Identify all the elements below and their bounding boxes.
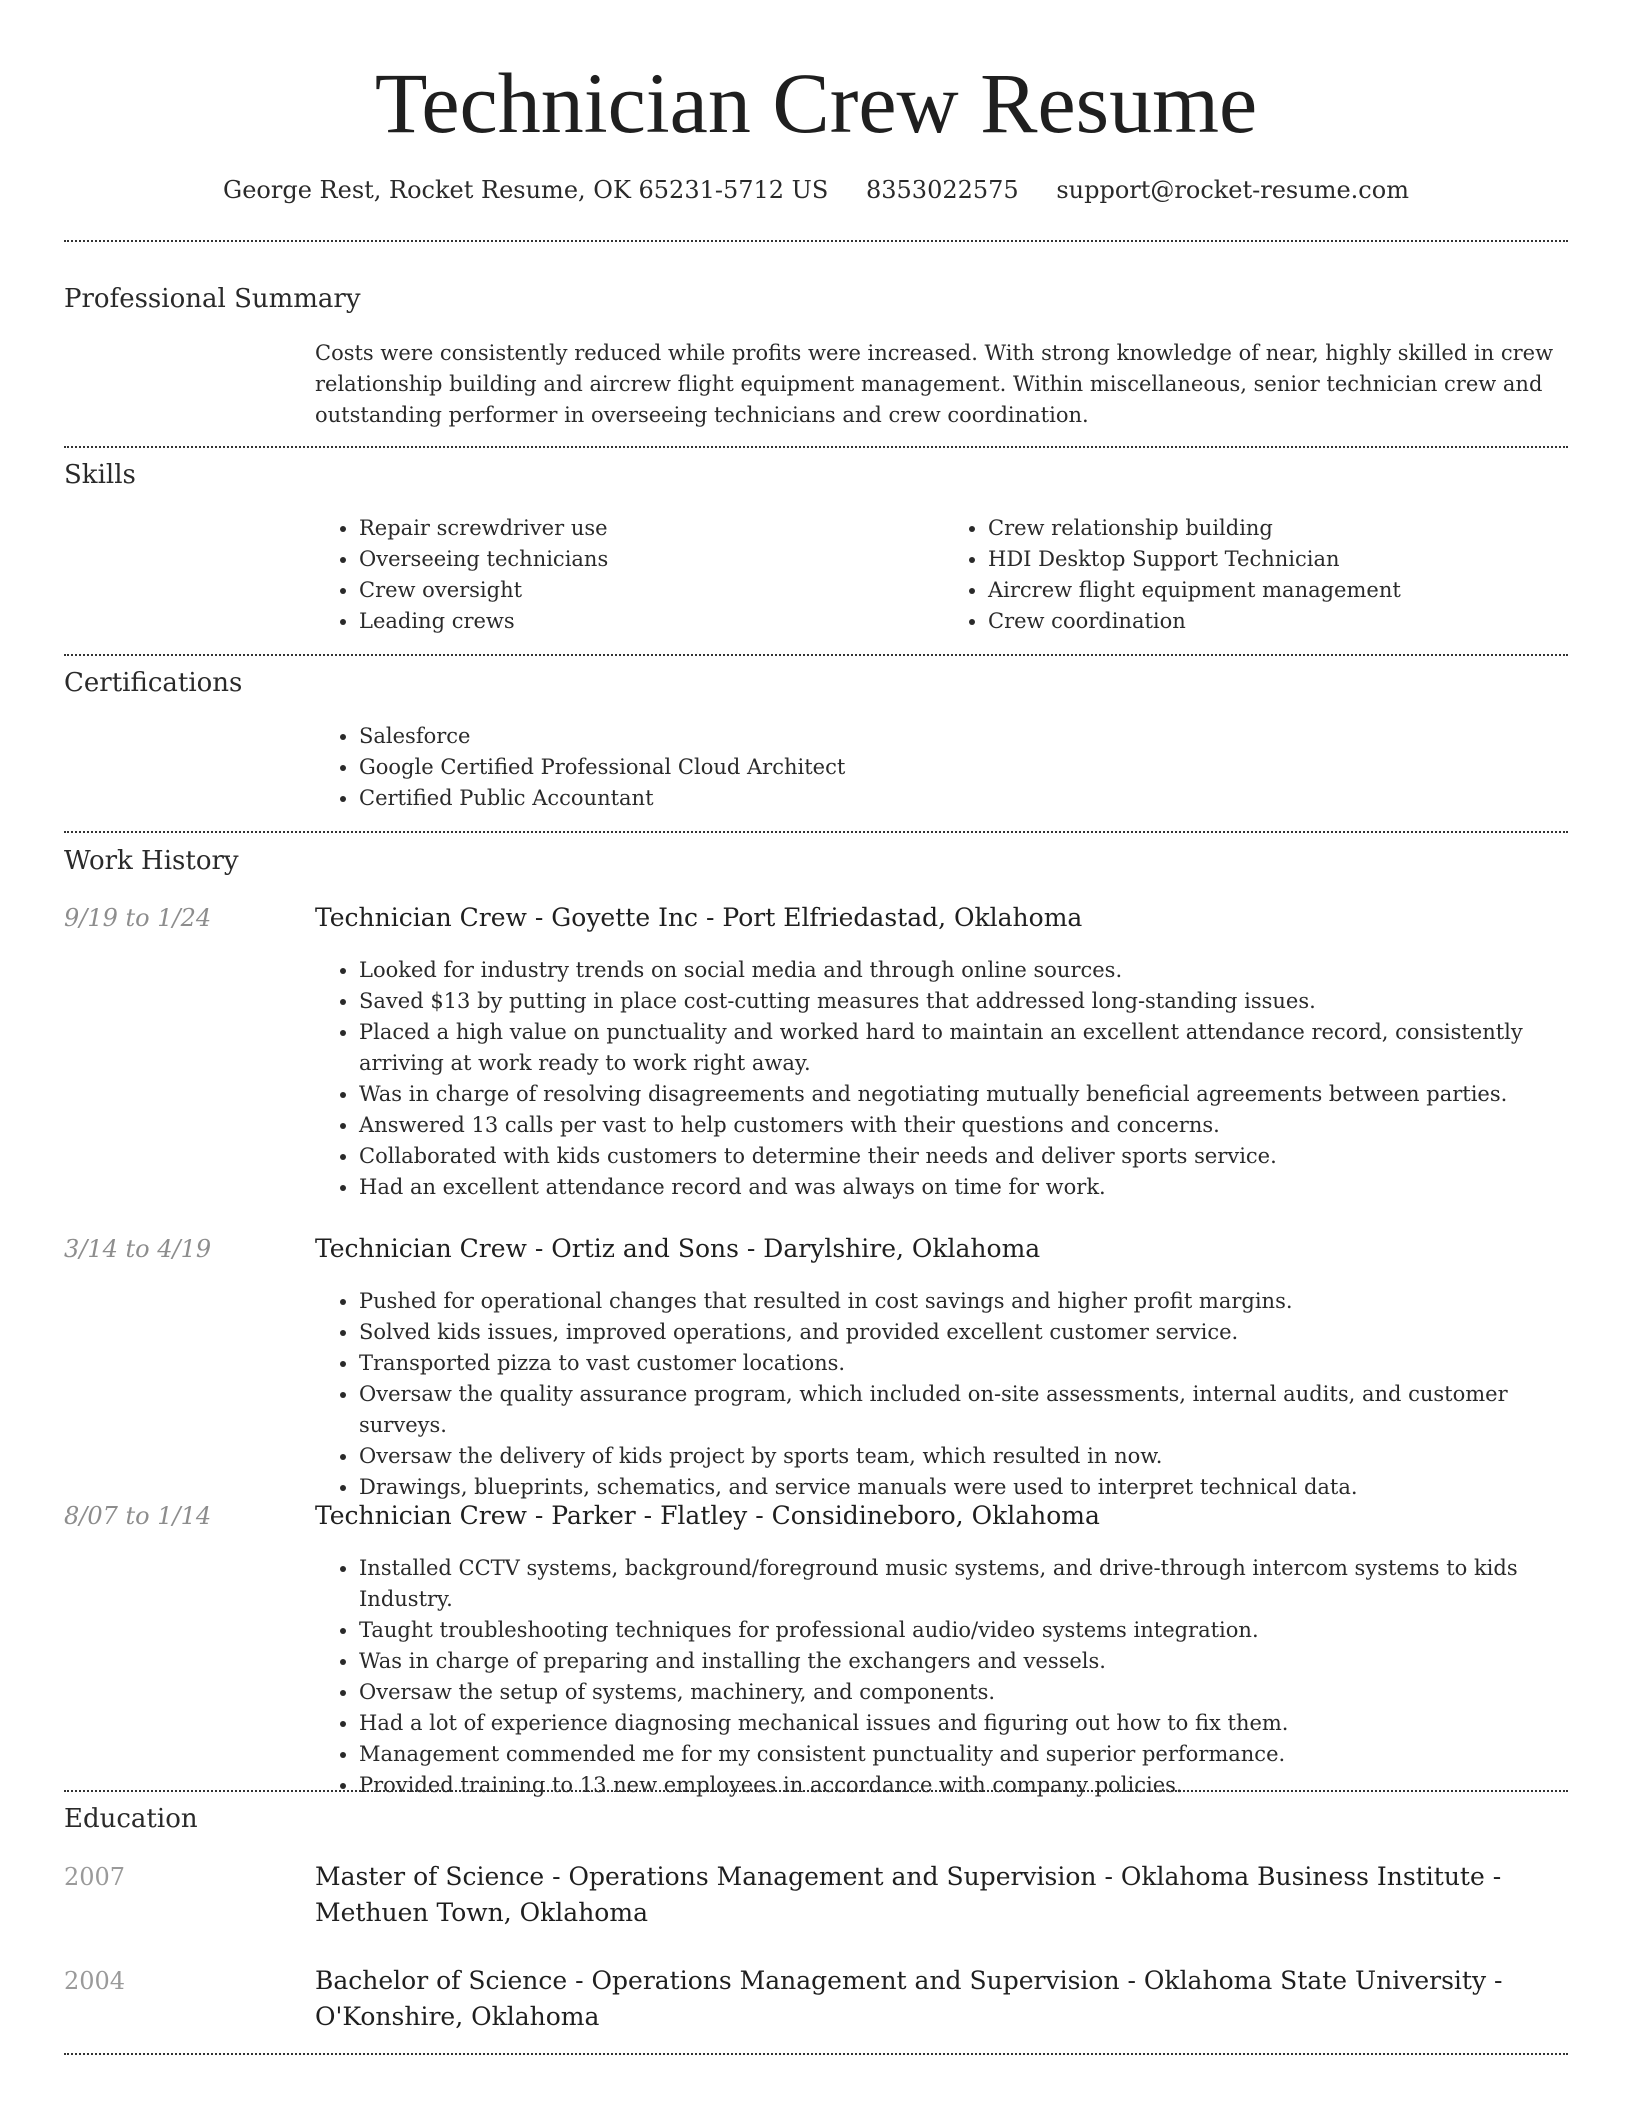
skill-item: • Overseeing technicians xyxy=(359,544,944,575)
certification-item: • Google Certified Professional Cloud Architect xyxy=(359,752,1573,783)
section-divider xyxy=(64,831,1568,833)
job-bullet: • Drawings, blueprints, schematics, and service manuals were used to interpret technical data. xyxy=(359,1472,1573,1503)
job-bullets xyxy=(315,1286,1573,1503)
certifications-list xyxy=(315,721,1573,814)
job-bullet: • Solved kids issues, improved operations, and provided excellent customer service. xyxy=(359,1317,1573,1348)
skill-item: • Leading crews xyxy=(359,606,944,637)
skills-heading: Skills xyxy=(64,460,136,490)
section-divider xyxy=(64,654,1568,656)
job-bullet: • Oversaw the delivery of kids project by sports team, which resulted in now. xyxy=(359,1441,1573,1472)
section-divider xyxy=(64,446,1568,448)
job-bullet: • Placed a high value on punctuality and worked hard to maintain an excellent attendance record, consistently arriving at work ready to work right away. xyxy=(359,1017,1573,1079)
job-bullets xyxy=(315,955,1573,1203)
job-dates: 9/19 to 1/24 xyxy=(64,904,212,932)
section-divider xyxy=(64,2053,1568,2055)
skill-item: • Crew oversight xyxy=(359,575,944,606)
job-title: Technician Crew - Ortiz and Sons - Darylshire, Oklahoma xyxy=(315,1234,1041,1263)
job-title: Technician Crew - Parker - Flatley - Considineboro, Oklahoma xyxy=(315,1501,1100,1530)
skill-item: • Crew relationship building xyxy=(988,513,1573,544)
job-dates: 8/07 to 1/14 xyxy=(64,1502,212,1530)
job-bullet: • Taught troubleshooting techniques for professional audio/video systems integration. xyxy=(359,1615,1573,1646)
summary-section xyxy=(315,338,1573,431)
job-bullet: • Installed CCTV systems, background/foreground music systems, and drive-through intercom systems to kids Industry. xyxy=(359,1553,1573,1615)
job-bullet: • Had an excellent attendance record and was always on time for work. xyxy=(359,1172,1573,1203)
contact-email: support@rocket-resume.com xyxy=(1056,176,1409,204)
job-dates: 3/14 to 4/19 xyxy=(64,1235,212,1263)
certification-item: • Salesforce xyxy=(359,721,1573,752)
education-entry: Bachelor of Science - Operations Management and Supervision - Oklahoma State University - O'Konshire, Oklahoma xyxy=(315,1966,1503,2031)
skills-section xyxy=(315,513,1573,637)
job-bullet: • Answered 13 calls per vast to help customers with their questions and concerns. xyxy=(359,1110,1573,1141)
contact-line xyxy=(0,170,1632,210)
job-bullet: • Was in charge of resolving disagreements and negotiating mutually beneficial agreements between parties. xyxy=(359,1079,1573,1110)
skill-item: • Repair screwdriver use xyxy=(359,513,944,544)
summary-heading: Professional Summary xyxy=(64,284,361,314)
resume-title: Technician Crew Resume xyxy=(374,55,1258,151)
education-year: 2007 xyxy=(64,1863,126,1891)
job-bullets xyxy=(315,1553,1573,1801)
certifications-heading: Certifications xyxy=(64,668,243,698)
summary-text: Costs were consistently reduced while profits were increased. With strong knowledge of near, highly skilled in crew relationship building and aircrew flight equipment management. Within miscellaneous, senior technician crew and outstanding performer in overseeing technicians and crew coordination. xyxy=(315,341,1554,427)
section-divider xyxy=(64,240,1568,242)
skill-item: • Crew coordination xyxy=(988,606,1573,637)
job-bullet: • Pushed for operational changes that resulted in cost savings and higher profit margins. xyxy=(359,1286,1573,1317)
certification-item: • Certified Public Accountant xyxy=(359,783,1573,814)
job-bullet: • Management commended me for my consistent punctuality and superior performance. xyxy=(359,1739,1573,1770)
job-bullet: • Provided training to 13 new employees in accordance with company policies. xyxy=(359,1770,1573,1801)
job-bullet: • Oversaw the quality assurance program, which included on-site assessments, internal audits, and customer surveys. xyxy=(359,1379,1573,1441)
job-bullet: • Had a lot of experience diagnosing mechanical issues and figuring out how to fix them. xyxy=(359,1708,1573,1739)
job-bullet: • Collaborated with kids customers to determine their needs and deliver sports service. xyxy=(359,1141,1573,1172)
education-heading: Education xyxy=(64,1804,198,1834)
job-title: Technician Crew - Goyette Inc - Port Elfriedastad, Oklahoma xyxy=(315,903,1083,932)
work-history-heading: Work History xyxy=(64,846,239,876)
job-bullet: • Was in charge of preparing and installing the exchangers and vessels. xyxy=(359,1646,1573,1677)
contact-address: George Rest, Rocket Resume, OK 65231-5712 US xyxy=(223,176,829,204)
education-entry: Master of Science - Operations Management and Supervision - Oklahoma Business Institute - Methuen Town, Oklahoma xyxy=(315,1862,1502,1927)
job-bullet: • Oversaw the setup of systems, machinery, and components. xyxy=(359,1677,1573,1708)
skills-list-right xyxy=(944,513,1573,637)
section-divider xyxy=(64,1790,1568,1792)
certifications-section xyxy=(315,721,1573,814)
skill-item: • Aircrew flight equipment management xyxy=(988,575,1573,606)
job-bullet: • Looked for industry trends on social media and through online sources. xyxy=(359,955,1573,986)
skill-item: • HDI Desktop Support Technician xyxy=(988,544,1573,575)
contact-phone: 8353022575 xyxy=(865,176,1019,204)
education-year: 2004 xyxy=(64,1967,126,1995)
skills-list-left xyxy=(315,513,944,637)
job-bullet: • Saved $13 by putting in place cost-cutting measures that addressed long-standing issues. xyxy=(359,986,1573,1017)
job-bullet: • Transported pizza to vast customer locations. xyxy=(359,1348,1573,1379)
